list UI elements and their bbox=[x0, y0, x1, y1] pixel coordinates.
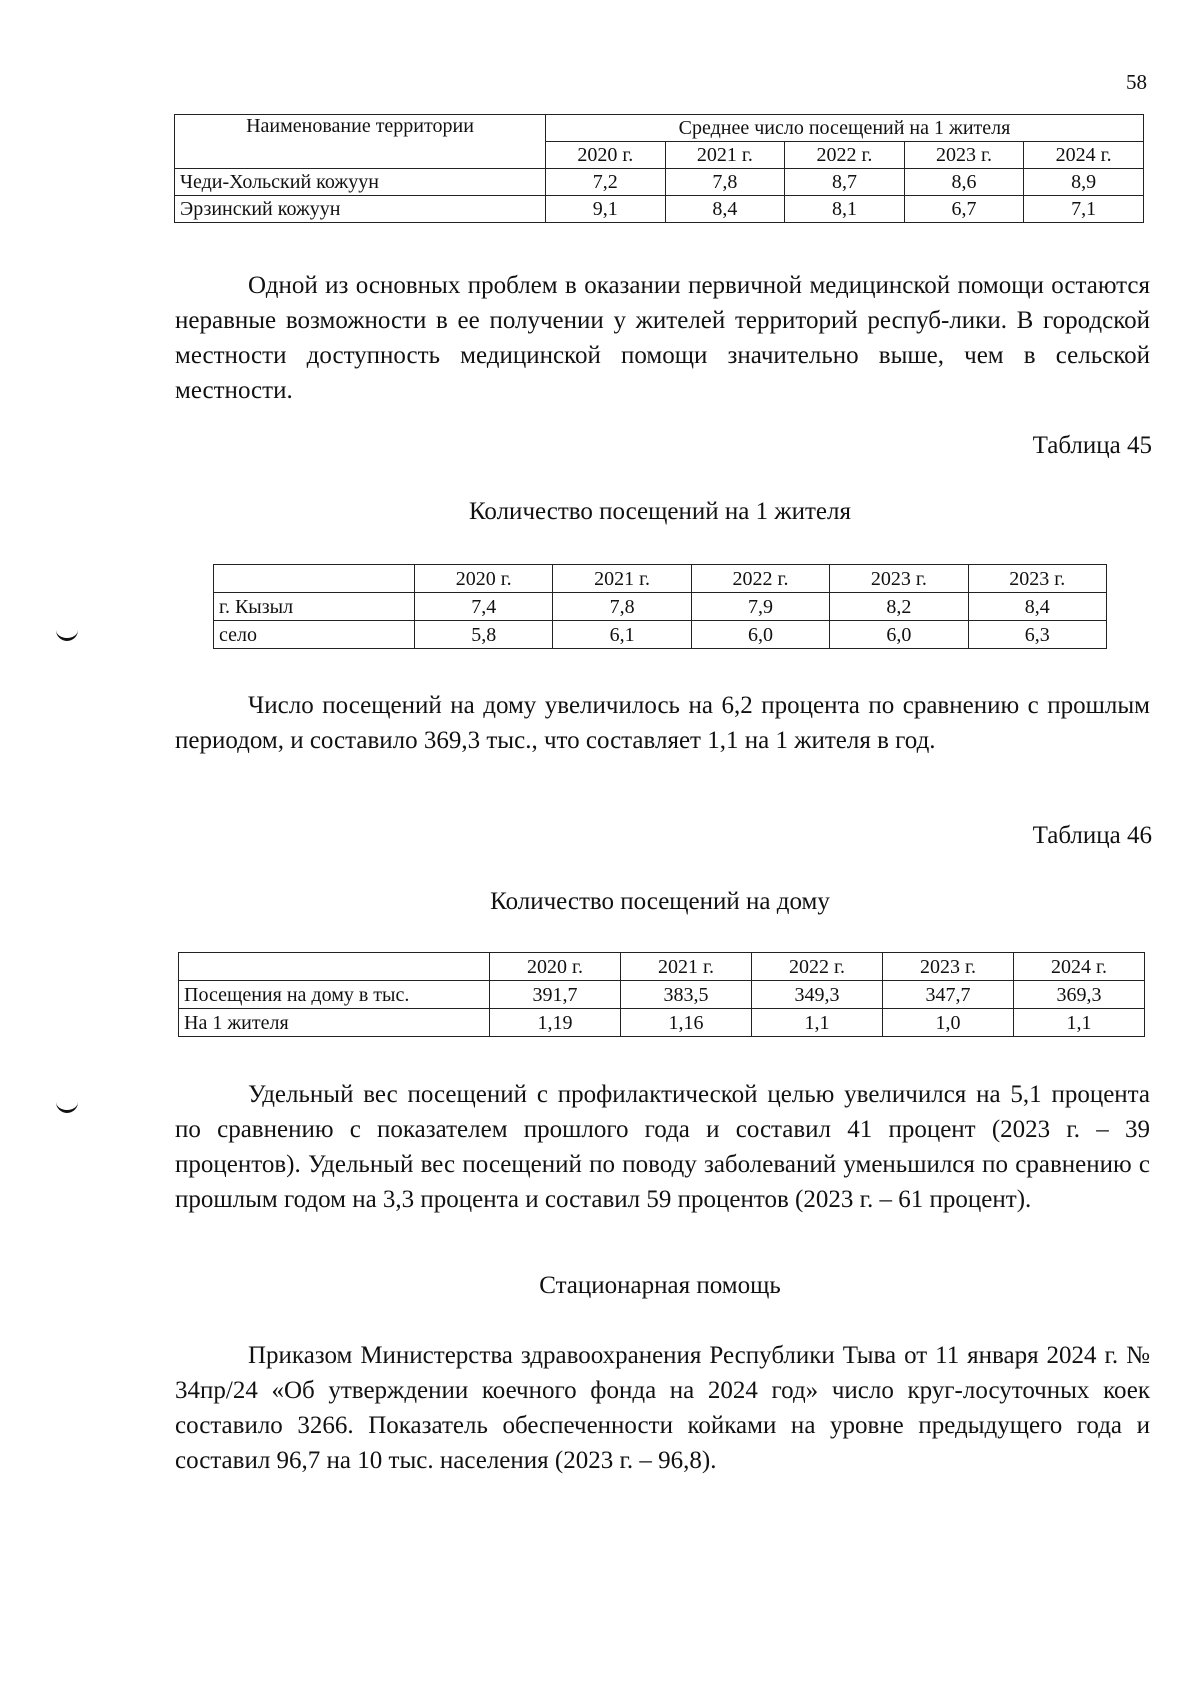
year-cell: 2021 г. bbox=[665, 142, 785, 169]
table-46-title: Количество посещений на дому bbox=[490, 888, 830, 915]
year-cell: 2022 г. bbox=[691, 565, 829, 593]
year-cell: 2023 г. bbox=[883, 953, 1014, 981]
year-cell: 2021 г. bbox=[553, 565, 691, 593]
value-cell: 349,3 bbox=[752, 981, 883, 1009]
margin-pen-mark bbox=[56, 628, 78, 641]
table-years-row bbox=[179, 953, 1145, 981]
table-45-title: Количество посещений на 1 жителя bbox=[468, 498, 851, 525]
value-cell: 8,6 bbox=[904, 169, 1024, 196]
header-group-average-visits: Среднее число посещений на 1 жителя bbox=[546, 115, 1144, 142]
paragraph-primary-care-problems: Одной из основных проблем в оказании первичной медицинской помощи остаются неравные возможности в ее получении у жителей территорий респуб-лики. В городской местности доступность медицинской помощи значительно выше, чем в сельской местности. bbox=[175, 272, 1150, 404]
row-name: На 1 жителя bbox=[179, 1009, 490, 1037]
year-cell: 2020 г. bbox=[490, 953, 621, 981]
territory-visits-table bbox=[174, 114, 1144, 223]
row-name: Чеди-Хольский кожуун bbox=[175, 169, 546, 196]
value-cell: 6,1 bbox=[553, 621, 691, 649]
table-row bbox=[214, 593, 1107, 621]
table-row bbox=[214, 621, 1107, 649]
year-cell: 2020 г. bbox=[546, 142, 666, 169]
paragraph-home-visits: Число посещений на дому увеличилось на 6,2 процента по сравнению с прошлым периодом, и составило 369,3 тыс., что составляет 1,1 на 1 жителя в год. bbox=[175, 692, 1150, 754]
value-cell: 5,8 bbox=[415, 621, 553, 649]
section-heading-inpatient-care: Стационарная помощь bbox=[539, 1272, 781, 1299]
paragraph-bed-capacity: Приказом Министерства здравоохранения Республики Тыва от 11 января 2024 г. № 34пр/24 «Об утверждении коечного фонда на 2024 год» число круг-лосуточных коек составило 3266. Показатель обеспеченности койками на уровне предыдущего года и составил 96,7 на 10 тыс. населения (2023 г. – 96,8). bbox=[175, 1342, 1150, 1474]
value-cell: 1,0 bbox=[883, 1009, 1014, 1037]
year-cell: 2023 г. bbox=[830, 565, 968, 593]
row-name: г. Кызыл bbox=[214, 593, 415, 621]
value-cell: 7,2 bbox=[546, 169, 666, 196]
value-cell: 6,3 bbox=[968, 621, 1106, 649]
table-row bbox=[179, 981, 1145, 1009]
value-cell: 8,4 bbox=[665, 196, 785, 223]
year-cell: 2024 г. bbox=[1024, 142, 1144, 169]
value-cell: 8,4 bbox=[968, 593, 1106, 621]
table-46-label: Таблица 46 bbox=[1032, 822, 1152, 849]
table-row bbox=[175, 196, 1144, 223]
row-name: Эрзинский кожуун bbox=[175, 196, 546, 223]
visits-per-resident-table bbox=[213, 564, 1107, 649]
year-cell: 2022 г. bbox=[752, 953, 883, 981]
table-row bbox=[175, 169, 1144, 196]
year-cell: 2023 г. bbox=[904, 142, 1024, 169]
value-cell: 7,1 bbox=[1024, 196, 1144, 223]
value-cell: 6,0 bbox=[830, 621, 968, 649]
value-cell: 6,0 bbox=[691, 621, 829, 649]
value-cell: 1,1 bbox=[752, 1009, 883, 1037]
value-cell: 7,4 bbox=[415, 593, 553, 621]
row-name: село bbox=[214, 621, 415, 649]
year-cell: 2022 г. bbox=[785, 142, 905, 169]
value-cell: 8,1 bbox=[785, 196, 905, 223]
home-visits-table bbox=[178, 952, 1145, 1037]
year-cell: 2023 г. bbox=[968, 565, 1106, 593]
value-cell: 7,8 bbox=[553, 593, 691, 621]
value-cell: 1,1 bbox=[1014, 1009, 1145, 1037]
table-years-row bbox=[214, 565, 1107, 593]
table-45-label: Таблица 45 bbox=[1032, 432, 1152, 459]
margin-pen-mark bbox=[56, 1100, 78, 1113]
table-header-row bbox=[175, 115, 1144, 142]
value-cell: 7,8 bbox=[665, 169, 785, 196]
value-cell: 8,9 bbox=[1024, 169, 1144, 196]
row-name: Посещения на дому в тыс. bbox=[179, 981, 490, 1009]
year-cell: 2024 г. bbox=[1014, 953, 1145, 981]
year-cell: 2021 г. bbox=[621, 953, 752, 981]
value-cell: 347,7 bbox=[883, 981, 1014, 1009]
value-cell: 1,16 bbox=[621, 1009, 752, 1037]
empty-header-cell bbox=[179, 953, 490, 981]
paragraph-preventive-visits: Удельный вес посещений с профилактической целью увеличился на 5,1 процента по сравнению с показателем прошлого года и составил 41 процент (2023 г. – 39 процентов). Удельный вес посещений по поводу заболеваний уменьшился по сравнению с прошлым годом на 3,3 процента и составил 59 процентов (2023 г. – 61 процент). bbox=[175, 1081, 1150, 1213]
value-cell: 8,2 bbox=[830, 593, 968, 621]
value-cell: 383,5 bbox=[621, 981, 752, 1009]
header-territory-name: Наименование территории bbox=[175, 115, 546, 169]
year-cell: 2020 г. bbox=[415, 565, 553, 593]
value-cell: 1,19 bbox=[490, 1009, 621, 1037]
table-row bbox=[179, 1009, 1145, 1037]
value-cell: 7,9 bbox=[691, 593, 829, 621]
value-cell: 391,7 bbox=[490, 981, 621, 1009]
value-cell: 6,7 bbox=[904, 196, 1024, 223]
value-cell: 9,1 bbox=[546, 196, 666, 223]
page-number: 58 bbox=[1126, 70, 1147, 94]
empty-header-cell bbox=[214, 565, 415, 593]
value-cell: 8,7 bbox=[785, 169, 905, 196]
value-cell: 369,3 bbox=[1014, 981, 1145, 1009]
